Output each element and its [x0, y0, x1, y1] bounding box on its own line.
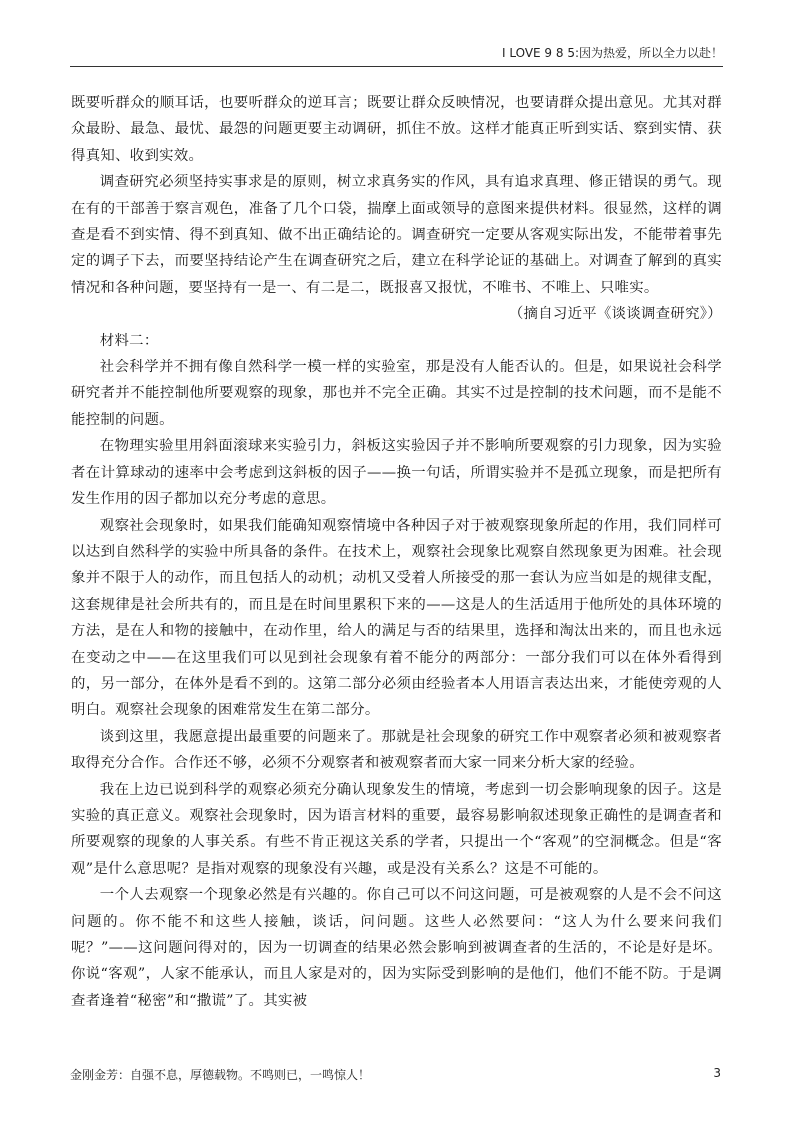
paragraph: 既要听群众的顺耳话，也要听群众的逆耳言；既要让群众反映情况，也要请群众提出意见。尤其对群众最盼、最急、最忧、最怨的问题更要主动调研，抓住不放。这样才能真正听到实话、察到实情、获得真知、收到实效。 [71, 95, 722, 164]
page-number: 3 [713, 1066, 721, 1080]
paragraph: 谈到这里，我愿意提出最重要的问题来了。那就是社会现象的研究工作中观察者必须和被观察者取得充分合作。合作还不够，必须不分观察者和被观察者而大家一同来分析大家的经验。 [71, 728, 722, 772]
page-header: I LOVE 9 8 5:因为热爱，所以全力以赴！ [501, 46, 723, 60]
paragraph: 在物理实验里用斜面滚球来实验引力，斜板这实验因子并不影响所要观察的引力现象，因为实验者在计算球动的速率中会考虑到这斜板的因子——换一句话，所谓实验并不是孤立现象，而是把所有发生作用的因子都加以充分考虑的意思。 [71, 438, 722, 508]
header-rule [70, 66, 723, 67]
paragraph: 我在上边已说到科学的观察必须充分确认现象发生的情境，考虑到一切会影响现象的因子。这是实验的真正意义。观察社会现象时，因为语言材料的重要，最容易影响叙述现象正确性的是调查者和所要观察的现象的人事关系。有些不肯正视这关系的学者，只提出一个“客观”的空洞概念。但是“客观”是什么意思呢？是指对观察的现象没有兴趣，或是没有关系么？这是不可能的。 [71, 781, 722, 877]
page-body [71, 90, 722, 1014]
section-heading: 材料二： [99, 332, 159, 349]
footer-motto: 金刚金芳：自强不息，厚德载物。不鸣则已，一鸣惊人！ [70, 1068, 371, 1082]
paragraph: 观察社会现象时，如果我们能确知观察情境中各种因子对于被观察现象所起的作用，我们同样可以达到自然科学的实验中所具备的条件。在技术上，观察社会现象比观察自然现象更为困难。社会现象并不限于人的动作，而且包括人的动机；动机又受着人所接受的那一套认为应当如是的规律支配，这套规律是社会所共有的，而且是在时间里累积下来的——这是人的生活适用于他所处的具体环境的方法，是在人和物的接触中，在动作里，给人的满足与否的结果里，选择和淘汰出来的，而且也永远在变动之中——在这里我们可以见到社会现象有着不能分的两部分：一部分我们可以在体外看得到的，另一部分，在体外是看不到的。这第二部分必须由经验者本人用语言表达出来，才能使旁观的人明白。观察社会现象的困难常发生在第二部分。 [71, 517, 722, 719]
citation: （摘自习近平《谈谈调查研究》） [508, 306, 722, 323]
paragraph: 一个人去观察一个现象必然是有兴趣的。你自己可以不问这问题，可是被观察的人是不会不问这问题的。你不能不和这些人接触，谈话，问问题。这些人必然要问：“这人为什么要来问我们呢？”——这问题问得对的，因为一切调查的结果必然会影响到被调查者的生活的，不论是好是坏。你说“客观”，人家不能承认，而且人家是对的，因为实际受到影响的是他们，他们不能不防。于是调查者逢着“秘密”和“撒谎”了。其实被 [71, 887, 722, 1009]
paragraph: 调查研究必须坚持实事求是的原则，树立求真务实的作风，具有追求真理、修正错误的勇气。现在有的干部善于察言观色，准备了几个口袋，揣摩上面或领导的意图来提供材料。很显然，这样的调查是看不到实情、得不到真知、做不出正确结论的。调查研究一定要从客观实际出发，不能带着事先定的调子下去，而要坚持结论产生在调查研究之后，建立在科学论证的基础上。对调查了解到的真实情况和各种问题，要坚持有一是一、有二是二，既报喜又报忧，不唯书、不唯上、只唯实。 [71, 174, 722, 296]
paragraph: 社会科学并不拥有像自然科学一模一样的实验室，那是没有人能否认的。但是，如果说社会科学研究者并不能控制他所要观察的现象，那也并不完全正确。其实不过是控制的技术问题，而不是能不能控制的问题。 [71, 359, 722, 428]
